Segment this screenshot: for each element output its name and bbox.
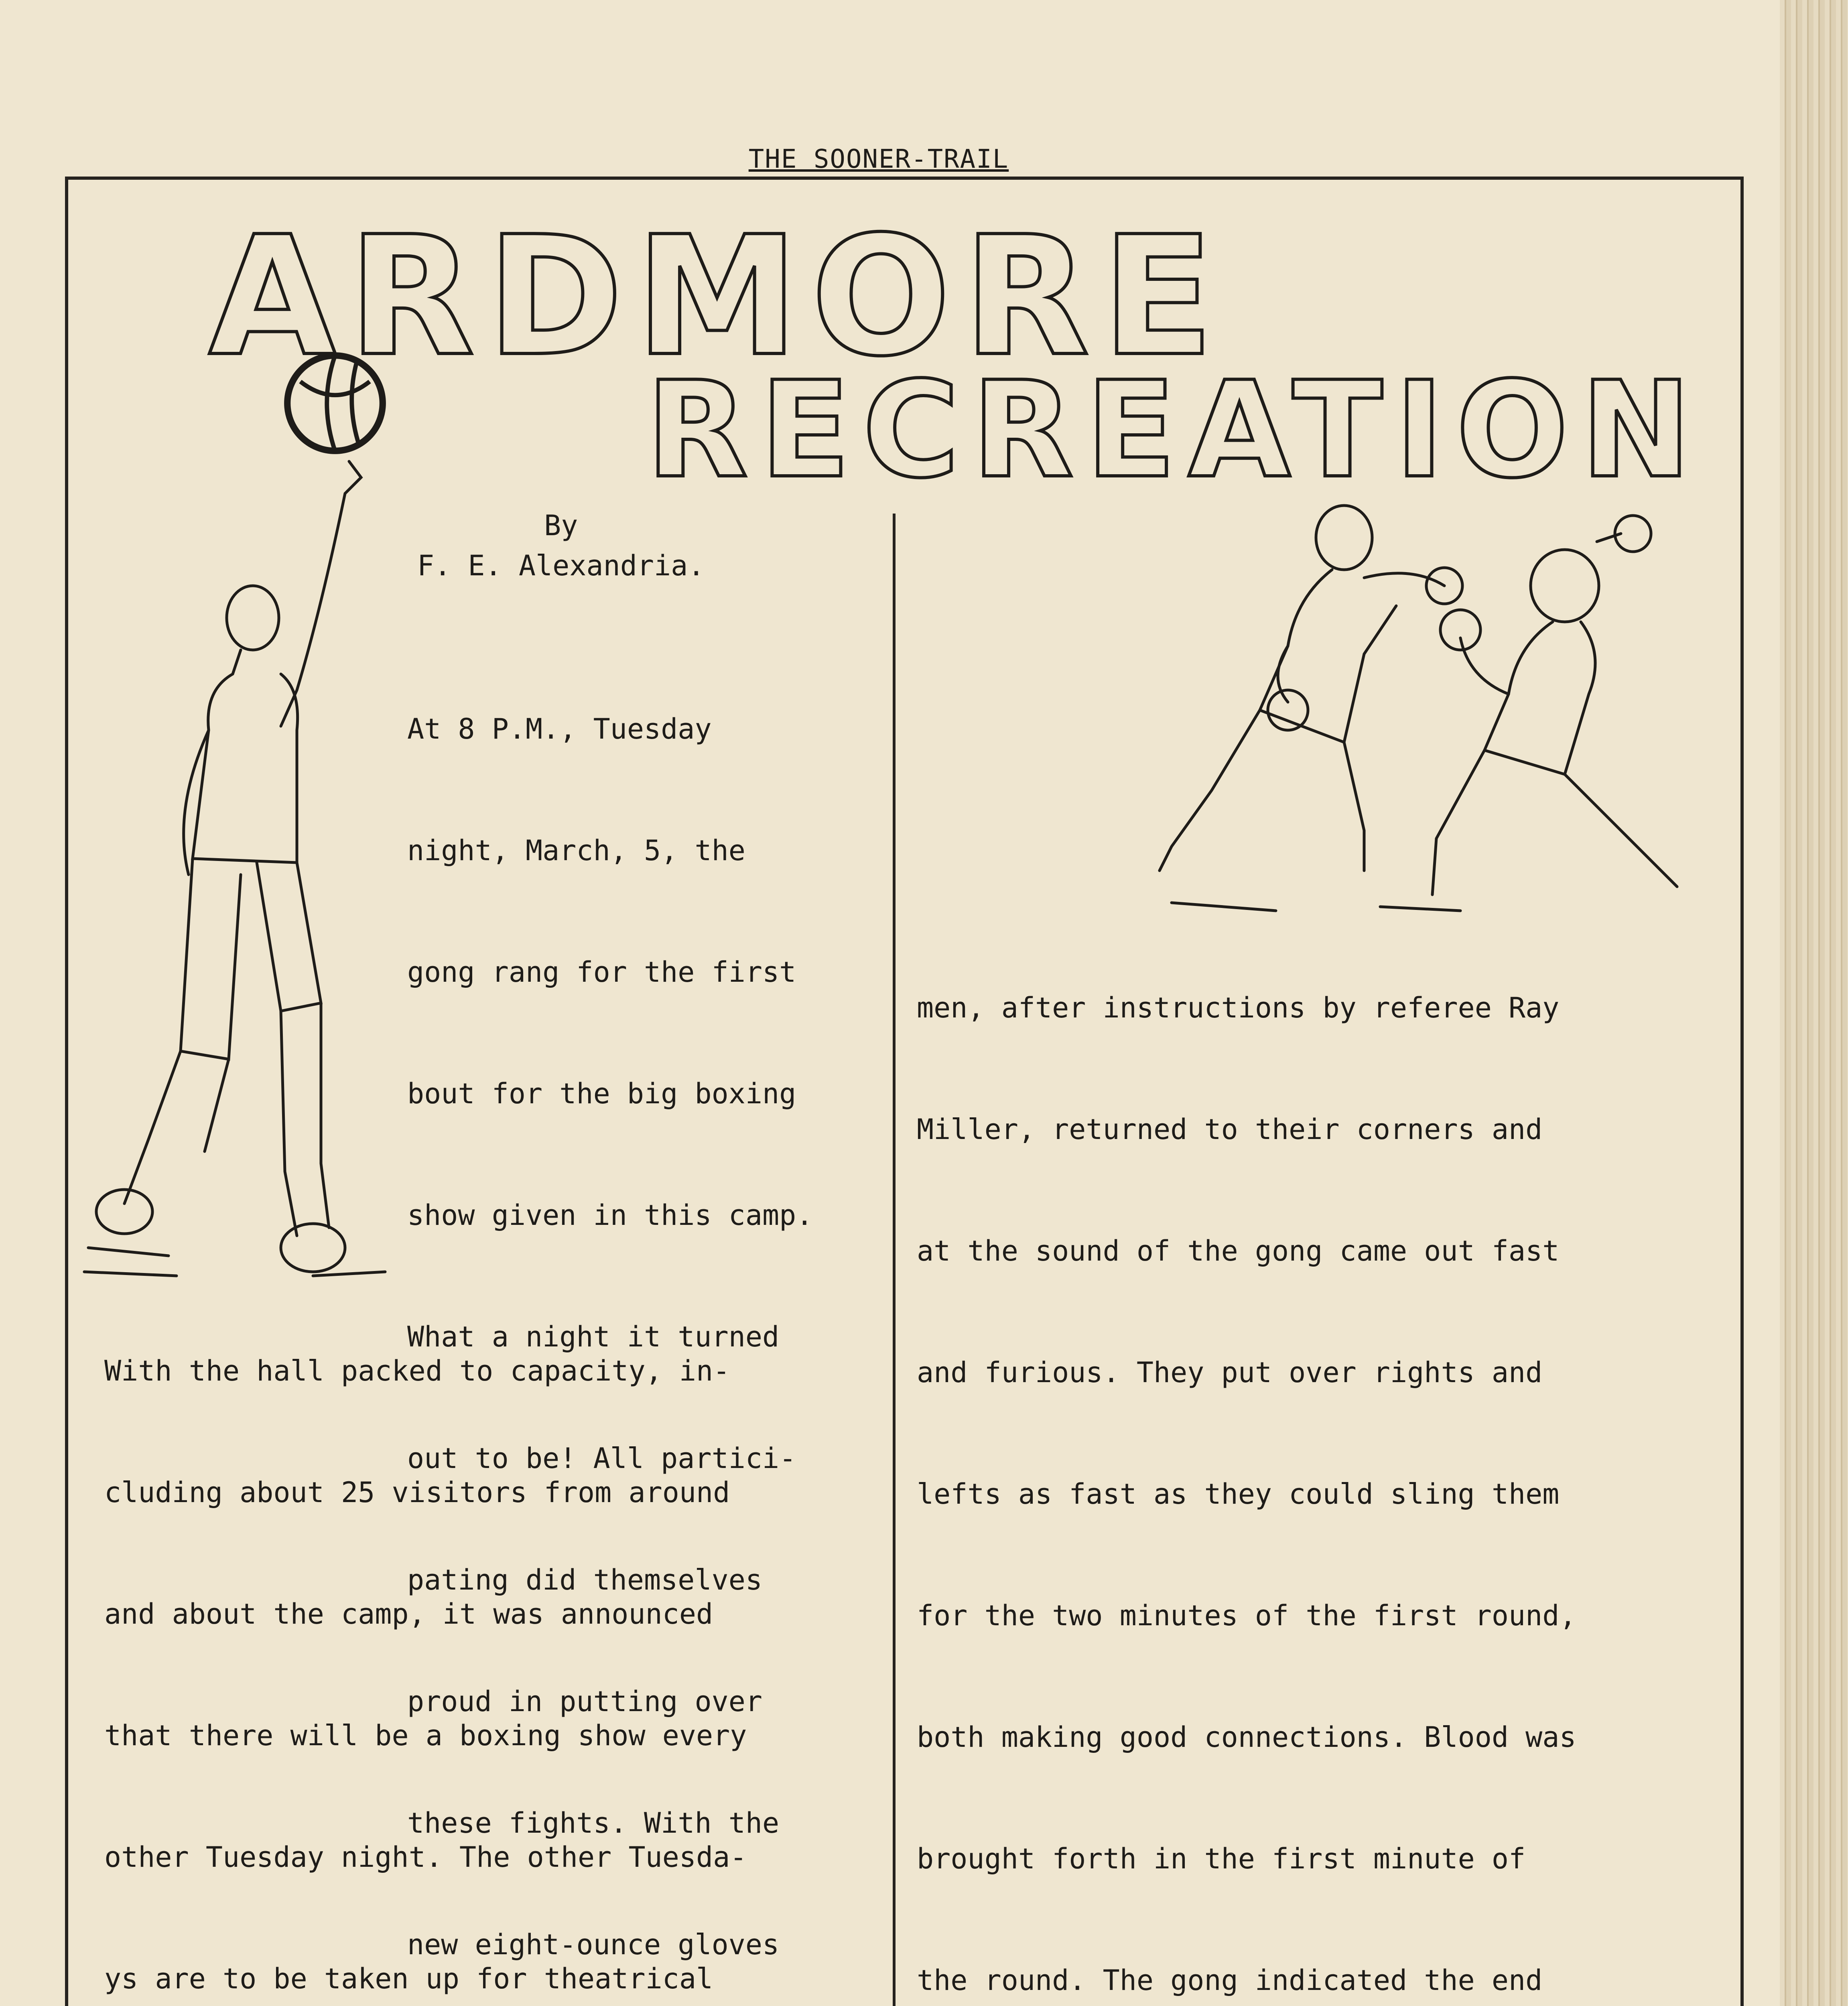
text-line: at the sound of the gong came out fast	[917, 1234, 1560, 1267]
page-edge	[1780, 0, 1848, 2006]
text-line: cluding about 25 visitors from around	[104, 1476, 730, 1509]
text-line: these fights. With the	[407, 1807, 780, 1840]
text-line: and furious. They put over rights and	[917, 1356, 1543, 1389]
text-line: pating did themselves	[407, 1563, 763, 1596]
byline-by: By	[544, 509, 578, 542]
text-line: ys are to be taken up for theatrical	[104, 1962, 713, 1995]
text-line: proud in putting over	[407, 1685, 763, 1718]
text-line: With the hall packed to capacity, in-	[104, 1354, 730, 1387]
column-left	[104, 1270, 764, 2006]
text-line: new eight-ounce gloves	[407, 1928, 780, 1961]
text-line: brought forth in the first minute of	[917, 1842, 1526, 1875]
byline	[417, 506, 705, 586]
text-line: men, after instructions by referee Ray	[917, 991, 1560, 1024]
boxers-illustration	[1156, 485, 1693, 927]
masthead: THE SOONER-TRAIL	[748, 144, 1009, 174]
text-line: At 8 P.M., Tuesday	[407, 713, 712, 745]
text-line: out to be! All partici-	[407, 1442, 796, 1475]
text-line: both making good connections. Blood was	[917, 1721, 1576, 1754]
title-line-2: RECREATION	[646, 353, 1704, 507]
column-right	[917, 907, 1593, 2006]
text-line: and about the camp, it was announced	[104, 1598, 713, 1630]
basketball-icon	[281, 349, 389, 457]
basketball-player-illustration	[72, 449, 401, 1288]
title-line-1: ARDMORE	[209, 201, 1226, 392]
text-line: the round. The gong indicated the end	[917, 1964, 1543, 1997]
text-line: bout for the big boxing	[407, 1077, 796, 1110]
text-line: night, March, 5, the	[407, 834, 745, 867]
text-line: lefts as fast as they could sling them	[917, 1478, 1560, 1511]
text-line: show given in this camp.	[407, 1199, 813, 1232]
column-divider	[893, 514, 896, 2006]
text-line: gong rang for the first	[407, 956, 796, 989]
text-line: for the two minutes of the first round,	[917, 1599, 1576, 1632]
text-line: Miller, returned to their corners and	[917, 1113, 1543, 1146]
text-line: other Tuesday night. The other Tuesda-	[104, 1841, 747, 1874]
text-line: What a night it turned	[407, 1320, 780, 1353]
text-line: that there will be a boxing show every	[104, 1719, 747, 1752]
byline-author: F. E. Alexandria.	[417, 549, 705, 582]
